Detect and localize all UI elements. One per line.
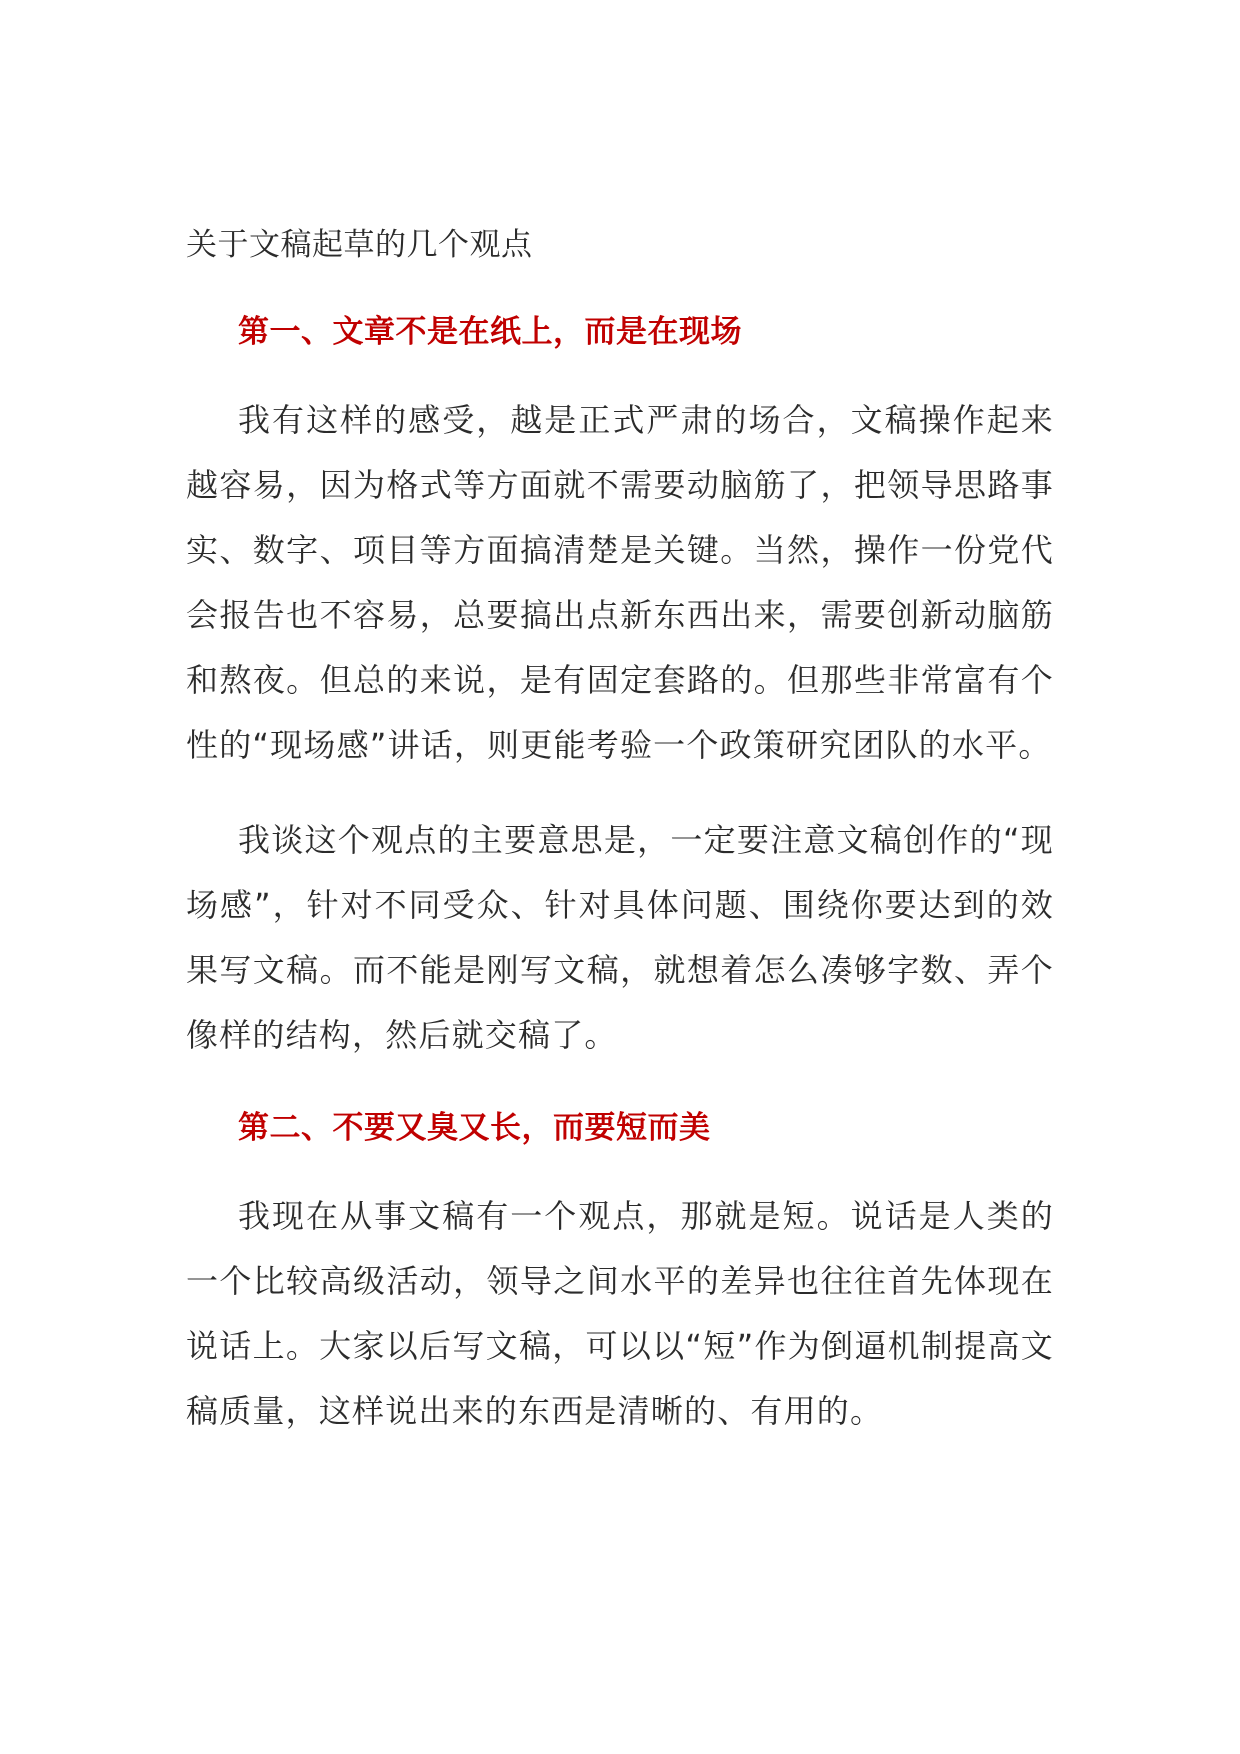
section-heading-1: 第一、文章不是在纸上，而是在现场 [238,314,742,350]
document-body [186,210,1054,1474]
section-2-paragraph-1: 我现在从事文稿有一个观点，那就是短。说话是人类的一个比较高级活动，领导之间水平的差异也往往首先体现在说话上。大家以后写文稿，可以以“短”作为倒逼机制提高文稿质量，这样说出来的东西是清晰的、有用的。 [186,1197,1054,1430]
section-heading-2: 第二、不要又臭又长，而要短而美 [238,1110,711,1146]
section-1-paragraph-1: 我有这样的感受，越是正式严肃的场合，文稿操作起来越容易，因为格式等方面就不需要动脑筋了，把领导思路事实、数字、项目等方面搞清楚是关键。当然，操作一份党代会报告也不容易，总要搞出点新东西出来，需要创新动脑筋和熬夜。但总的来说，是有固定套路的。但那些非常富有个性的“现场感”讲话，则更能考验一个政策研究团队的水平。 [186,401,1054,764]
document-title: 关于文稿起草的几个观点 [186,227,533,263]
section-1-paragraph-2: 我谈这个观点的主要意思是，一定要注意文稿创作的“现场感”，针对不同受众、针对具体问题、围绕你要达到的效果写文稿。而不能是刚写文稿，就想着怎么凑够字数、弄个像样的结构，然后就交稿了。 [186,821,1054,1054]
